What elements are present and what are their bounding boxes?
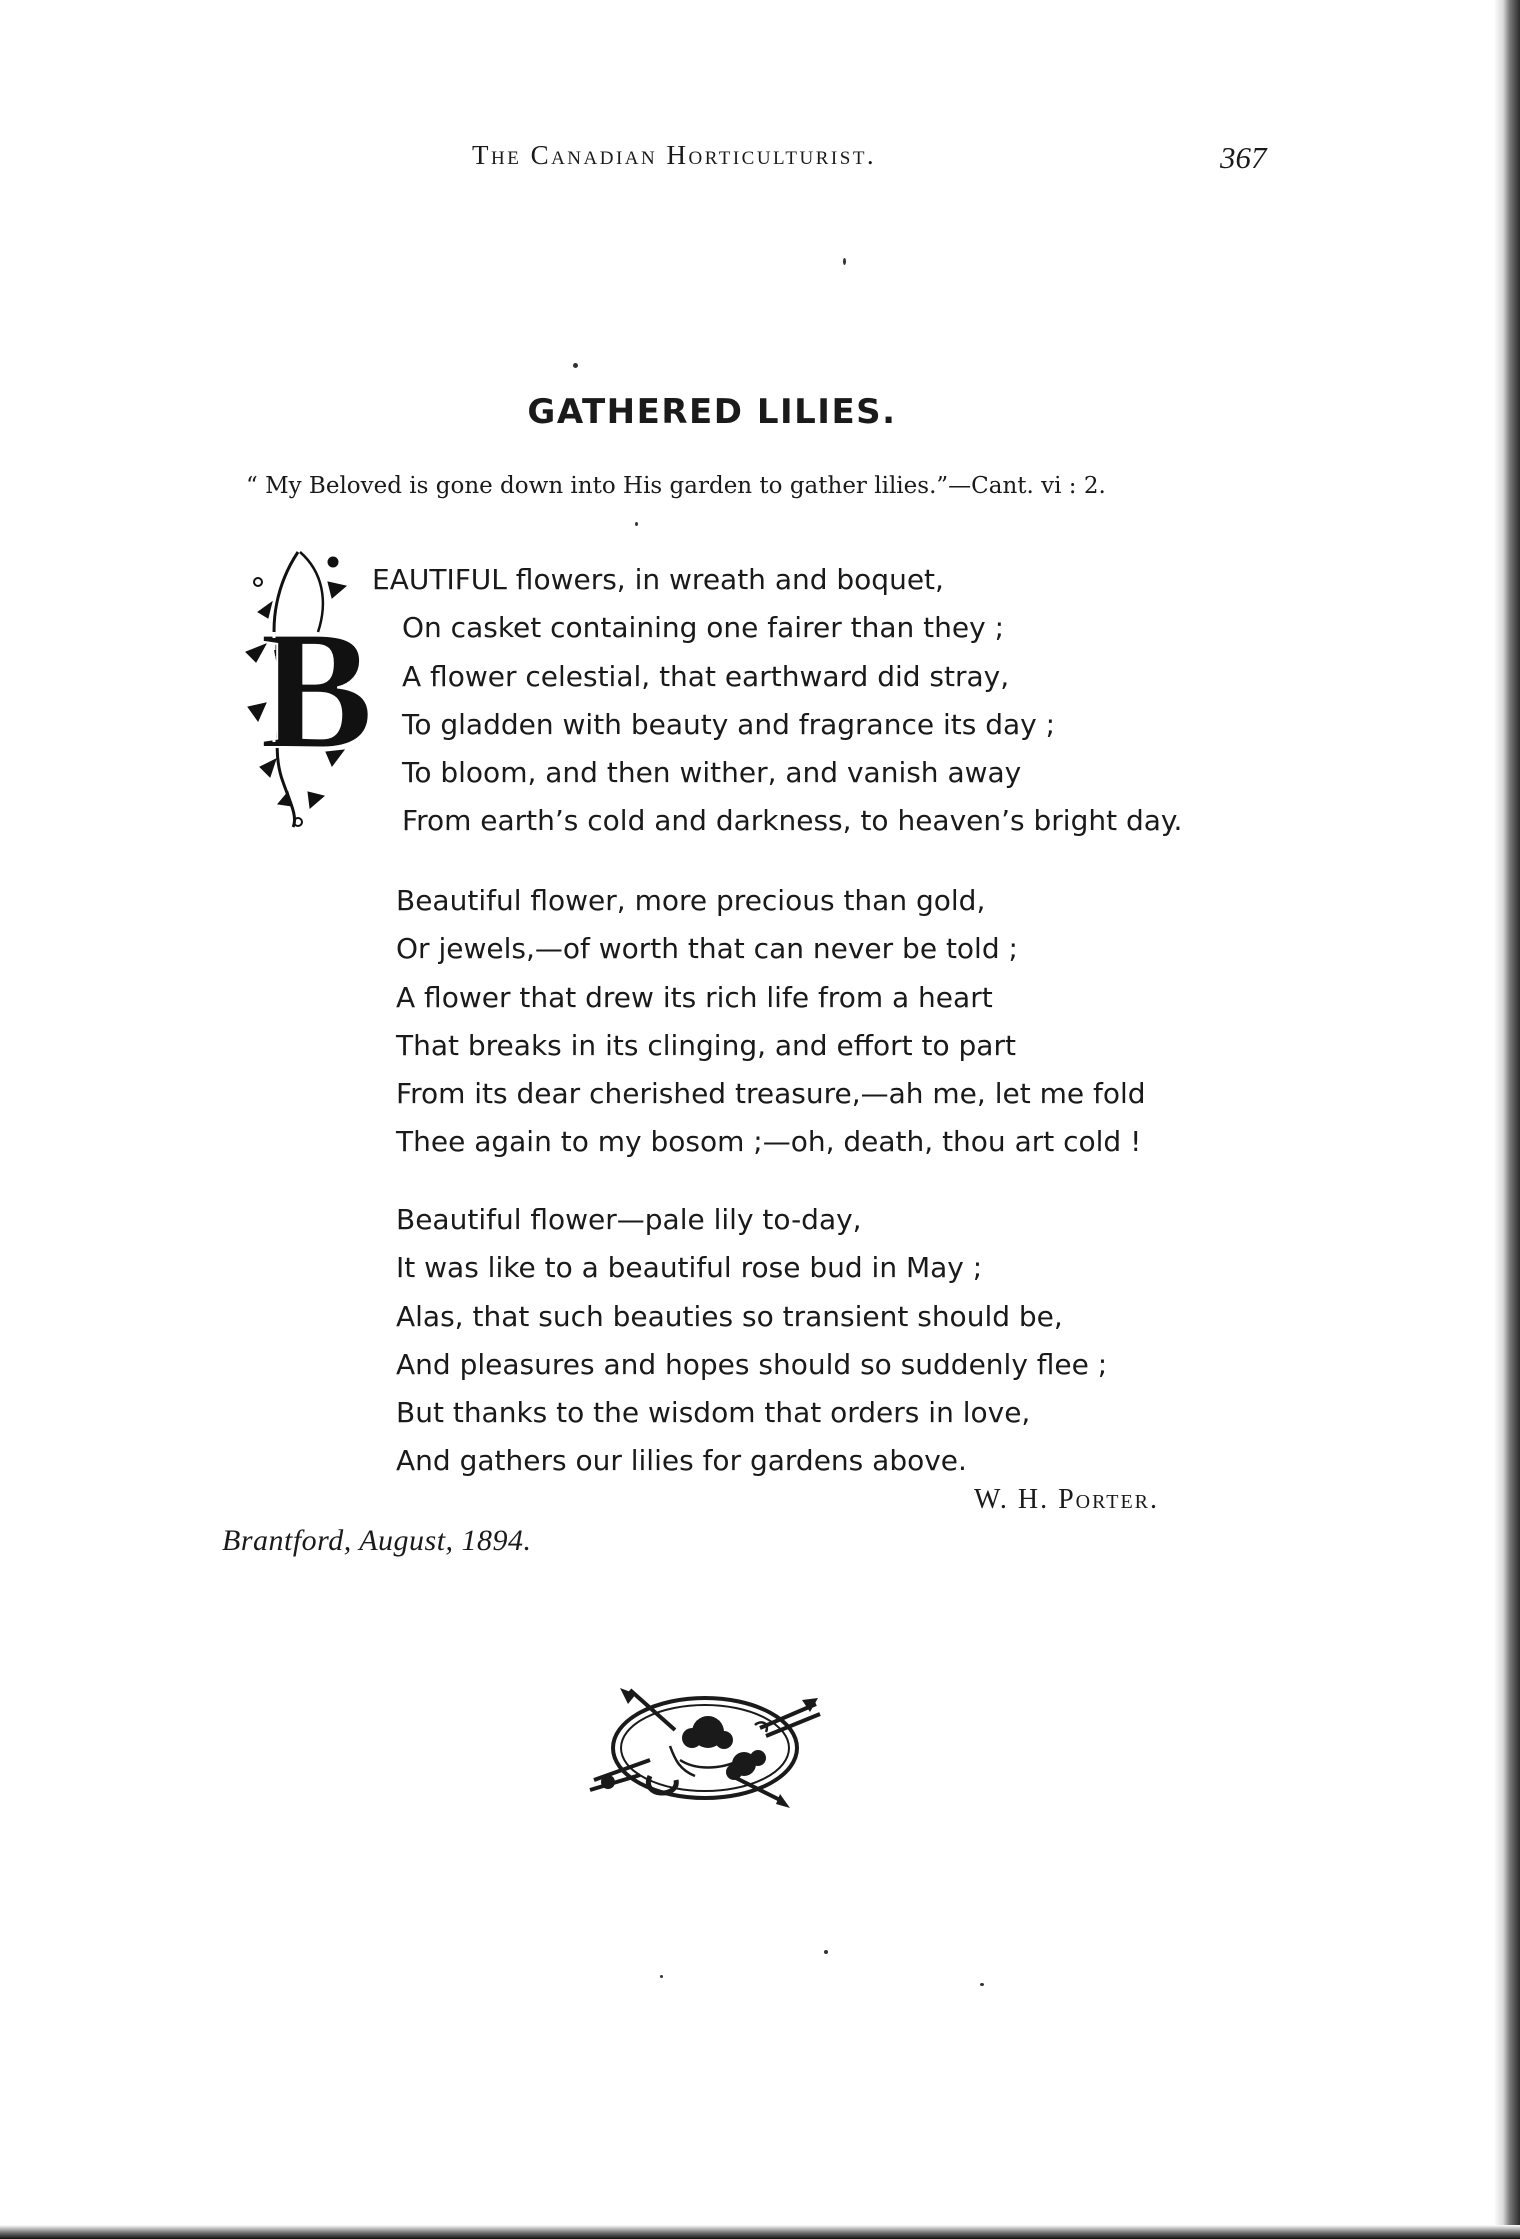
running-head-title: The Canadian Horticulturist. — [472, 140, 877, 170]
svg-text:B: B — [260, 596, 374, 784]
poem-line: EAUTIFUL flowers, in wreath and boquet, — [372, 563, 944, 596]
epigraph: “ My Beloved is gone down into His garden to gather lilies.”—Cant. vi : 2. — [246, 473, 1106, 499]
page-edge-shadow — [1494, 0, 1520, 2239]
poem-line: A flower celestial, that earthward did stray, — [402, 659, 1010, 693]
scan-speck — [980, 1983, 984, 1986]
poem-line: From its dear cherished treasure,—ah me, let me fold — [396, 1077, 1146, 1111]
floral-tailpiece-icon — [580, 1680, 830, 1812]
poem-line: It was like to a beautiful rose bud in May ; — [396, 1251, 983, 1285]
page-number: 367 — [1220, 140, 1267, 175]
scan-speck — [824, 1950, 828, 1954]
scan-speck — [635, 522, 638, 526]
place-date: Brantford, August, 1894. — [222, 1524, 532, 1557]
stanza-3 — [396, 1196, 1107, 1486]
poem-line: Or jewels,—of worth that can never be told ; — [396, 932, 1018, 966]
poem-line: A flower that drew its rich life from a heart — [396, 980, 993, 1014]
poem-line: And pleasures and hopes should so suddenly flee ; — [396, 1347, 1108, 1381]
poem-line: And gathers our lilies for gardens above. — [396, 1444, 967, 1478]
poem-line: Thee again to my bosom ;—oh, death, thou art cold ! — [396, 1125, 1142, 1159]
poem-line: Alas, that such beauties so transient should be, — [396, 1299, 1063, 1333]
drop-cap-ornament — [238, 542, 374, 832]
poem-line: Beautiful flower, more precious than gold, — [396, 884, 986, 917]
poem-line: From earth’s cold and darkness, to heaven’s bright day. — [402, 804, 1183, 838]
poem-line: That breaks in its clinging, and effort to part — [396, 1028, 1016, 1062]
poem-line: To gladden with beauty and fragrance its day ; — [402, 707, 1056, 741]
scan-speck — [573, 363, 578, 368]
author-signature: W. H. Porter. — [974, 1484, 1160, 1515]
poem-line: On casket containing one fairer than they ; — [402, 611, 1004, 645]
stanza-2 — [396, 877, 1146, 1167]
poem-title: GATHERED LILIES. — [527, 392, 897, 432]
scan-speck — [843, 258, 846, 265]
scan-speck — [660, 1975, 663, 1978]
stanza-1 — [372, 556, 1182, 846]
poem-line: But thanks to the wisdom that orders in love, — [396, 1396, 1031, 1430]
page-bottom-shadow — [0, 2225, 1520, 2239]
poem-line: Beautiful flower—pale lily to-day, — [396, 1203, 862, 1236]
poem-line: To bloom, and then wither, and vanish away — [402, 756, 1022, 790]
